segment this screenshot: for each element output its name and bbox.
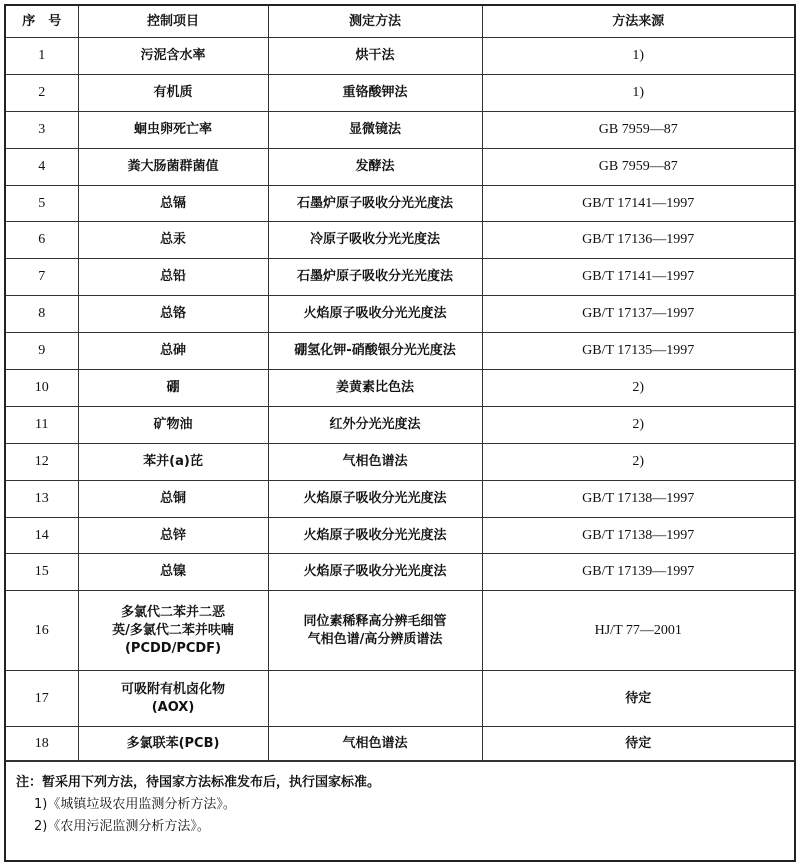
row-serial-number: 4 — [6, 148, 78, 185]
row-control-item-line: 蛔虫卵死亡率 — [133, 121, 212, 137]
row-serial-number: 12 — [6, 443, 78, 480]
row-test-method-line: 姜黄素比色法 — [335, 379, 414, 395]
row-control-item-line: (AOX) — [151, 699, 195, 715]
row-test-method-line: 气相色谱法 — [342, 735, 408, 751]
row-test-method-line: 烘干法 — [355, 47, 395, 63]
row-method-source: GB 7959—87 — [482, 148, 794, 185]
row-test-method — [268, 554, 482, 591]
row-control-item-line: 总铅 — [159, 269, 186, 285]
row-control-item — [78, 222, 268, 259]
row-test-method-line: 硼氢化钾-硝酸银分光光度法 — [294, 343, 456, 359]
row-test-method-line: 发酵法 — [355, 158, 395, 174]
header-control-item: 控制项目 — [78, 6, 268, 38]
row-serial-number: 13 — [6, 480, 78, 517]
row-test-method — [268, 443, 482, 480]
row-test-method — [268, 148, 482, 185]
row-method-source: GB/T 17141—1997 — [482, 185, 794, 222]
row-test-method — [268, 185, 482, 222]
row-serial-number: 1 — [6, 38, 78, 75]
row-serial-number: 16 — [6, 591, 78, 671]
row-method-source: GB/T 17139—1997 — [482, 554, 794, 591]
row-control-item — [78, 148, 268, 185]
row-serial-number: 5 — [6, 185, 78, 222]
table-row — [6, 443, 794, 480]
note-reference-1: 1)《城镇垃圾农用监测分析方法》。 — [34, 797, 236, 813]
row-method-source: 1) — [482, 74, 794, 111]
row-control-item-line: 总汞 — [159, 232, 186, 248]
row-control-item — [78, 74, 268, 111]
table-row — [6, 38, 794, 75]
row-test-method — [268, 671, 482, 727]
table-row — [6, 222, 794, 259]
row-method-source: 待定 — [482, 671, 794, 727]
row-method-source: GB/T 17138—1997 — [482, 517, 794, 554]
row-control-item-line: (PCDD/PCDF) — [124, 640, 222, 656]
row-control-item — [78, 259, 268, 296]
row-control-item-line: 总砷 — [159, 343, 186, 359]
row-test-method — [268, 370, 482, 407]
test-methods-table — [6, 6, 794, 761]
row-test-method — [268, 480, 482, 517]
row-method-source: HJ/T 77—2001 — [482, 591, 794, 671]
row-test-method — [268, 111, 482, 148]
row-test-method — [268, 727, 482, 761]
table-note — [6, 761, 794, 838]
table-row — [6, 671, 794, 727]
table-row — [6, 333, 794, 370]
note-main-text: 注：暂采用下列方法，待国家方法标准发布后，执行国家标准。 — [16, 775, 381, 791]
note-reference-2: 2)《农用污泥监测分析方法》。 — [34, 819, 210, 835]
row-control-item — [78, 554, 268, 591]
row-control-item — [78, 38, 268, 75]
table-row — [6, 480, 794, 517]
row-serial-number: 15 — [6, 554, 78, 591]
row-control-item — [78, 185, 268, 222]
row-method-source: 2) — [482, 370, 794, 407]
row-control-item-line: 多氯联苯(PCB) — [126, 735, 220, 751]
row-serial-number: 18 — [6, 727, 78, 761]
row-serial-number: 14 — [6, 517, 78, 554]
row-method-source: GB/T 17138—1997 — [482, 480, 794, 517]
row-control-item — [78, 591, 268, 671]
table-row — [6, 148, 794, 185]
row-test-method-line: 冷原子吸收分光光度法 — [309, 232, 440, 248]
row-serial-number: 8 — [6, 296, 78, 333]
row-control-item-line: 总镉 — [159, 195, 186, 211]
table-row — [6, 406, 794, 443]
row-control-item-line: 苯并(a)芘 — [143, 453, 203, 469]
row-test-method-line: 同位素稀释高分辨毛细管 — [303, 613, 447, 629]
row-test-method — [268, 74, 482, 111]
row-method-source: GB/T 17141—1997 — [482, 259, 794, 296]
row-test-method — [268, 406, 482, 443]
row-method-source: GB/T 17137—1997 — [482, 296, 794, 333]
header-serial-number: 序 号 — [6, 6, 78, 38]
row-test-method-line: 显微镜法 — [348, 121, 401, 137]
row-serial-number: 10 — [6, 370, 78, 407]
row-serial-number: 7 — [6, 259, 78, 296]
row-method-source: GB/T 17136—1997 — [482, 222, 794, 259]
row-control-item — [78, 443, 268, 480]
row-method-source: GB 7959—87 — [482, 111, 794, 148]
row-serial-number: 3 — [6, 111, 78, 148]
row-serial-number: 6 — [6, 222, 78, 259]
row-control-item-line: 总铬 — [159, 306, 186, 322]
row-method-source: GB/T 17135—1997 — [482, 333, 794, 370]
row-test-method — [268, 296, 482, 333]
row-method-source: 待定 — [482, 727, 794, 761]
row-control-item — [78, 406, 268, 443]
row-control-item — [78, 671, 268, 727]
row-method-source: 2) — [482, 443, 794, 480]
table-row — [6, 591, 794, 671]
table-row — [6, 554, 794, 591]
row-test-method — [268, 38, 482, 75]
row-test-method-line: 石墨炉原子吸收分光光度法 — [296, 195, 453, 211]
row-control-item-line: 多氯代二苯并二恶 — [120, 604, 225, 620]
row-serial-number: 2 — [6, 74, 78, 111]
table-row — [6, 111, 794, 148]
row-serial-number: 9 — [6, 333, 78, 370]
standards-table-sheet — [4, 4, 796, 862]
row-control-item — [78, 111, 268, 148]
table-body — [6, 38, 794, 761]
row-control-item-line: 可吸附有机卤化物 — [120, 681, 225, 697]
row-control-item — [78, 480, 268, 517]
row-method-source: 2) — [482, 406, 794, 443]
row-test-method-line: 红外分光光度法 — [329, 416, 421, 432]
row-serial-number: 17 — [6, 671, 78, 727]
row-test-method — [268, 259, 482, 296]
row-control-item-line: 总铜 — [159, 490, 186, 506]
table-row — [6, 517, 794, 554]
table-row — [6, 727, 794, 761]
row-method-source: 1) — [482, 38, 794, 75]
row-test-method — [268, 591, 482, 671]
row-test-method-line: 火焰原子吸收分光光度法 — [303, 527, 447, 543]
row-test-method-line: 气相色谱法 — [342, 453, 408, 469]
row-test-method-line: 气相色谱/高分辨质谱法 — [307, 631, 443, 647]
row-control-item-line: 总锌 — [159, 527, 186, 543]
row-control-item-line: 硼 — [166, 379, 180, 395]
row-test-method-line: 火焰原子吸收分光光度法 — [303, 490, 447, 506]
header-method-source: 方法来源 — [482, 6, 794, 38]
table-row — [6, 370, 794, 407]
row-control-item — [78, 296, 268, 333]
row-control-item-line: 有机质 — [153, 84, 193, 100]
row-test-method-line: 火焰原子吸收分光光度法 — [303, 306, 447, 322]
row-control-item-line: 矿物油 — [153, 416, 193, 432]
row-test-method — [268, 517, 482, 554]
row-test-method-line: 火焰原子吸收分光光度法 — [303, 564, 447, 580]
table-row — [6, 296, 794, 333]
row-serial-number: 11 — [6, 406, 78, 443]
row-control-item — [78, 370, 268, 407]
row-control-item-line: 总镍 — [159, 564, 186, 580]
header-test-method: 测定方法 — [268, 6, 482, 38]
table-row — [6, 259, 794, 296]
row-control-item — [78, 333, 268, 370]
row-test-method-line: 重铬酸钾法 — [342, 84, 408, 100]
row-control-item-line: 污泥含水率 — [140, 47, 206, 63]
row-test-method — [268, 333, 482, 370]
row-control-item — [78, 727, 268, 761]
row-test-method-line: 石墨炉原子吸收分光光度法 — [296, 269, 453, 285]
table-header-row — [6, 6, 794, 38]
row-control-item-line: 粪大肠菌群菌值 — [127, 158, 219, 174]
row-control-item-line: 英/多氯代二苯并呋喃 — [112, 622, 234, 638]
row-control-item — [78, 517, 268, 554]
table-row — [6, 74, 794, 111]
row-test-method — [268, 222, 482, 259]
table-row — [6, 185, 794, 222]
